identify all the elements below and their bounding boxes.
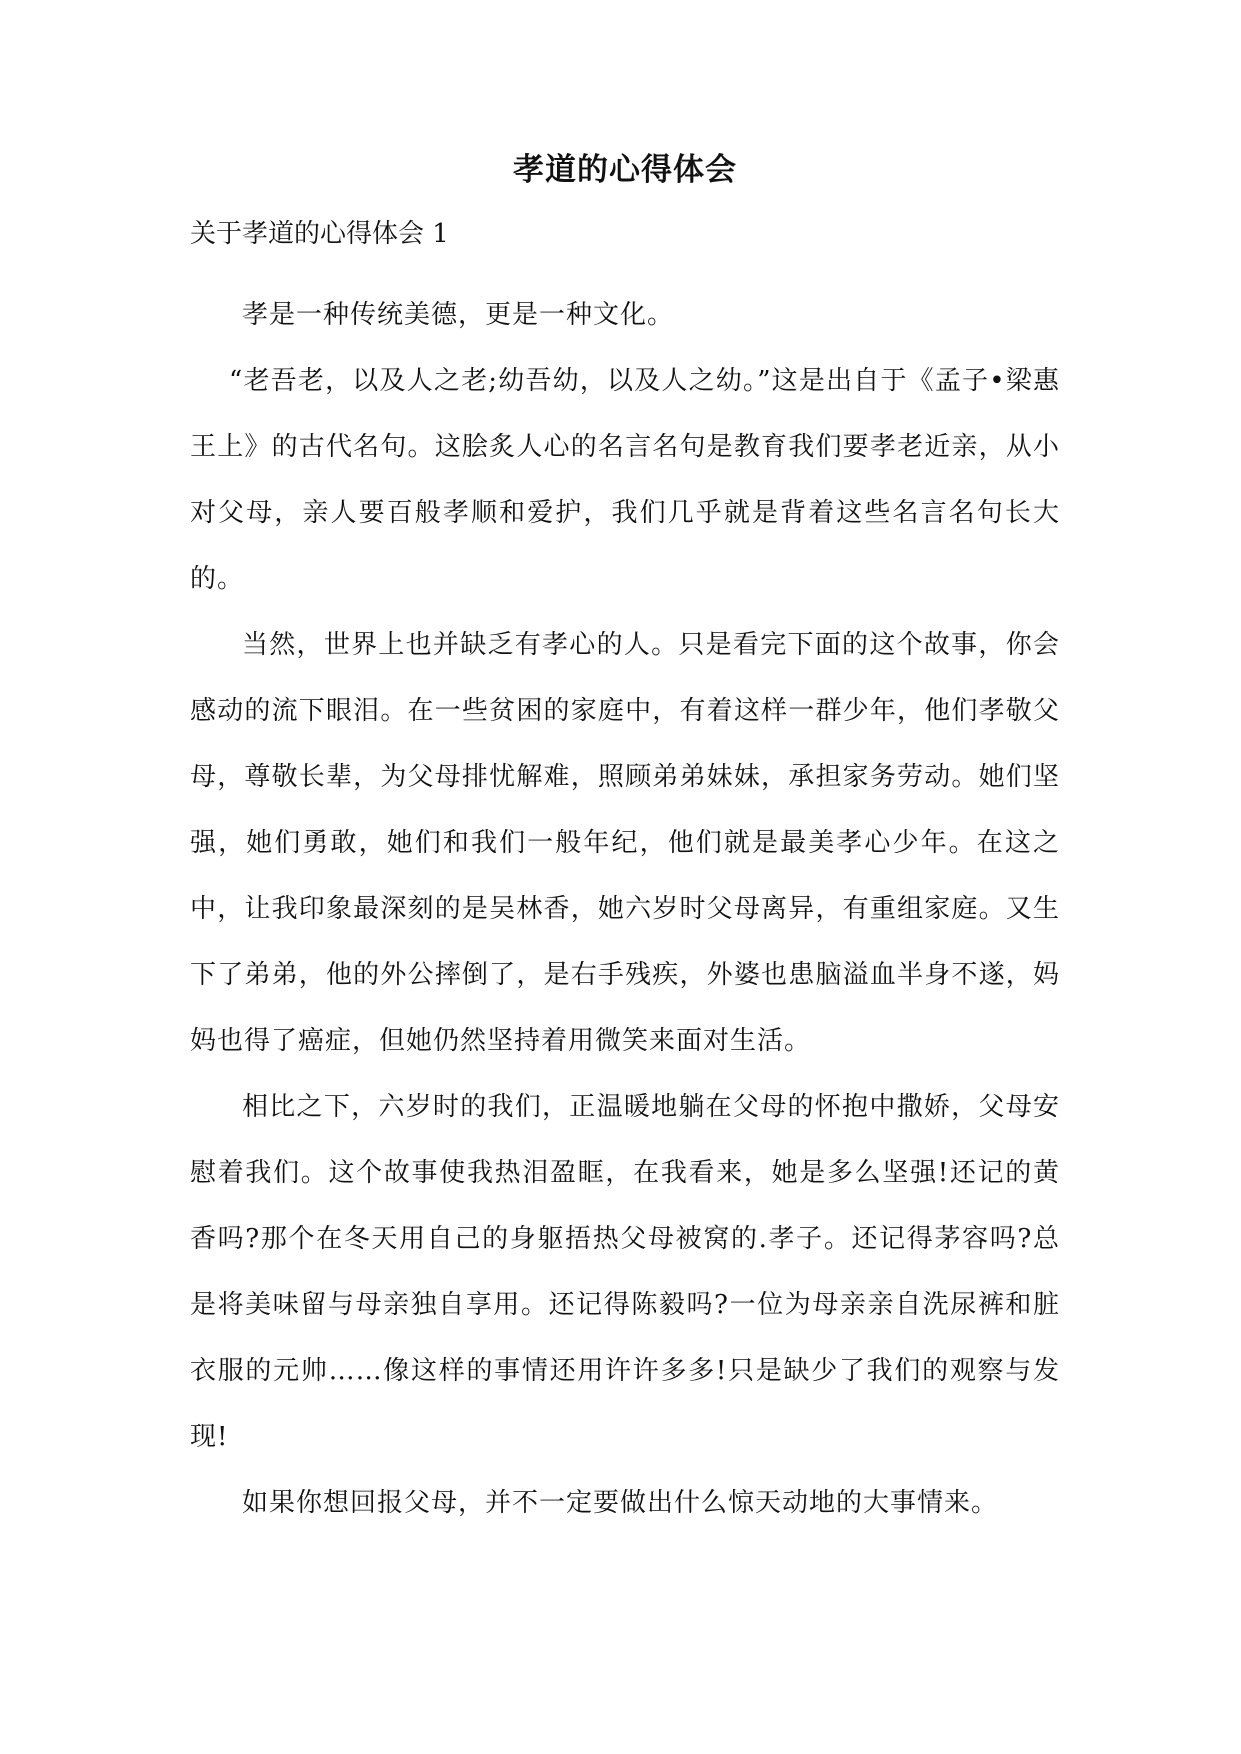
paragraph-1: 孝是一种传统美德，更是一种文化。 <box>242 300 675 330</box>
paragraph-2: “老吾老，以及人之老;幼吾幼，以及人之幼。”这是出自于《孟子•梁惠王上》的古代名句。这脍炙人心的名言名句是教育我们要孝老近亲，从小对父母，亲人要百般孝顺和爱护，我们几乎就是背着这些名言名句长大的。 <box>190 366 1060 594</box>
paragraph-3: 当然，世界上也并缺乏有孝心的人。只是看完下面的这个故事，你会感动的流下眼泪。在一些贫困的家庭中，有着这样一群少年，他们孝敬父母，尊敬长辈，为父母排忧解难，照顾弟弟妹妹，承担家务劳动。她们坚强，她们勇敢，她们和我们一般年纪，他们就是最美孝心少年。在这之中，让我印象最深刻的是吴林香，她六岁时父母离异，有重组家庭。又生下了弟弟，他的外公摔倒了，是右手残疾，外婆也患脑溢血半身不遂，妈妈也得了癌症，但她仍然坚持着用微笑来面对生活。 <box>190 630 1060 1056</box>
paragraph-4: 相比之下，六岁时的我们，正温暖地躺在父母的怀抱中撒娇，父母安慰着我们。这个故事使我热泪盈眶，在我看来，她是多么坚强!还记的黄香吗?那个在冬天用自己的身躯捂热父母被窝的.孝子。还记得茅容吗?总是将美味留与母亲独自享用。还记得陈毅吗?一位为母亲亲自洗尿裤和脏衣服的元帅……像这样的事情还用许许多多!只是缺少了我们的观察与发现! <box>190 1092 1060 1452</box>
paragraph-5: 如果你想回报父母，并不一定要做出什么惊天动地的大事情来。 <box>242 1488 999 1518</box>
document-title: 孝道的心得体会 <box>513 152 737 188</box>
section-heading: 关于孝道的心得体会 1 <box>190 219 449 249</box>
document-page <box>190 150 1060 1536</box>
